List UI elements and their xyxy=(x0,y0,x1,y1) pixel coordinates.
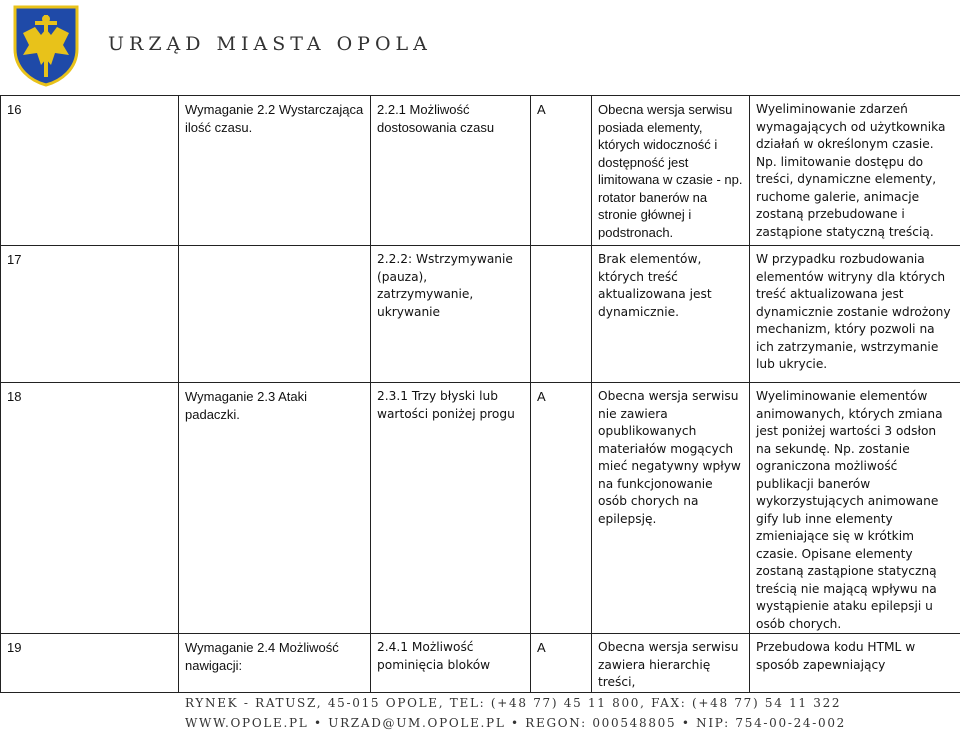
row-number: 18 xyxy=(1,383,179,634)
current-state: Obecna wersja serwisu posiada elementy, których widoczność i dostępność jest limitowana w czasie - np. rotator banerów na stronie głównej i podstronach. xyxy=(592,96,750,246)
criterion-name: 2.2.2: Wstrzymywanie (pauza), zatrzymywanie, ukrywanie xyxy=(371,246,531,383)
conformance-level: A xyxy=(531,634,592,693)
criterion-name: 2.2.1 Możliwość dostosowania czasu xyxy=(371,96,531,246)
requirement-name: Wymaganie 2.3 Ataki padaczki. xyxy=(179,383,371,634)
footer-contact: WWW.OPOLE.PL • URZAD@UM.OPOLE.PL • REGON: 000548805 • NIP: 754-00-24-002 xyxy=(185,716,847,730)
city-crest-logo xyxy=(13,5,79,87)
criterion-name: 2.4.1 Możliwość pominięcia bloków xyxy=(371,634,531,693)
page-footer xyxy=(0,690,960,738)
row-number: 19 xyxy=(1,634,179,693)
conformance-level xyxy=(531,246,592,383)
table-row xyxy=(1,634,960,693)
table-row xyxy=(1,246,960,383)
recommendation: Wyeliminowanie zdarzeń wymagających od użytkownika działań w określonym czasie. Np. limitowanie dostępu do treści, dynamiczne elementy, ruchome galerie, animacje zostaną przebudowane i zastąpione statyczną treścią. xyxy=(750,96,960,246)
table-row xyxy=(1,383,960,634)
current-state: Obecna wersja serwisu nie zawiera opublikowanych materiałów mogących mieć negatywny wpływ na funkcjonowanie osób chorych na epilepsję. xyxy=(592,383,750,634)
current-state: Obecna wersja serwisu zawiera hierarchię treści, xyxy=(592,634,750,693)
requirement-name: Wymaganie 2.4 Możliwość nawigacji: xyxy=(179,634,371,693)
recommendation: Przebudowa kodu HTML w sposób zapewniający xyxy=(750,634,960,693)
conformance-level: A xyxy=(531,96,592,246)
recommendation: Wyeliminowanie elementów animowanych, których zmiana jest poniżej wartości 3 odsłon na sekundę. Np. zostanie ograniczona możliwość publikacji banerów wykorzystujących animowane gify lub inne elementy zmieniające się w krótkim czasie. Opisane elementy zostaną zastąpione statyczną treścią nie mającą wpływu na wystąpienie ataku epilepsji u osób chorych. xyxy=(750,383,960,634)
office-name: URZĄD MIASTA OPOLA xyxy=(108,33,432,55)
table-row xyxy=(1,96,960,246)
footer-address: RYNEK - RATUSZ, 45-015 OPOLE, TEL: (+48 77) 45 11 800, FAX: (+48 77) 54 11 322 xyxy=(185,696,842,710)
row-number: 17 xyxy=(1,246,179,383)
current-state: Brak elementów, których treść aktualizowana jest dynamicznie. xyxy=(592,246,750,383)
page-header xyxy=(0,0,960,95)
criterion-name: 2.3.1 Trzy błyski lub wartości poniżej progu xyxy=(371,383,531,634)
requirement-name: Wymaganie 2.2 Wystarczająca ilość czasu. xyxy=(179,96,371,246)
recommendation: W przypadku rozbudowania elementów witryny dla których treść aktualizowana jest dynamicznie zostanie wdrożony mechanizm, który pozwoli na ich zatrzymanie, wstrzymanie lub ukrycie. xyxy=(750,246,960,383)
row-number: 16 xyxy=(1,96,179,246)
conformance-level: A xyxy=(531,383,592,634)
requirements-table xyxy=(0,95,960,693)
requirement-name xyxy=(179,246,371,383)
